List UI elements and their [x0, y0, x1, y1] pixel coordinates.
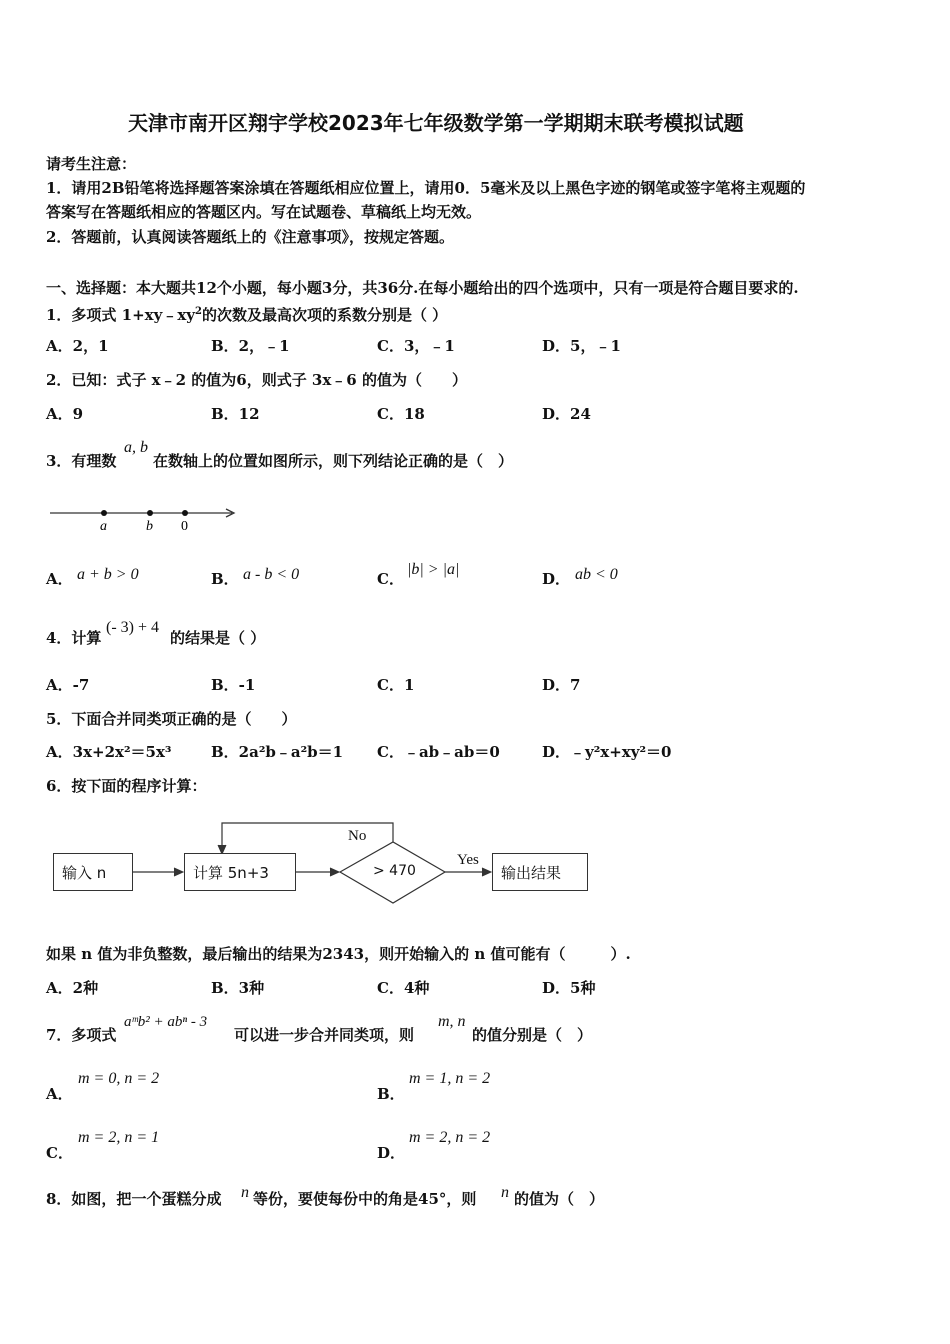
q8-stem-math2: n — [501, 1184, 509, 1201]
q7-option-b-math: m = 1, n = 2 — [409, 1070, 491, 1087]
q3-option-d-math: ab < 0 — [575, 566, 618, 583]
q2-option-d: D．24 — [542, 405, 591, 423]
q1-stem-b: 的次数及最高次项的系数分别是（ ） — [201, 306, 448, 324]
q6-stem: 6．按下面的程序计算： — [46, 777, 207, 795]
q5-option-b: B．2a²b﹣a²b＝1 — [211, 743, 344, 761]
point-zero-label: 0 — [181, 519, 188, 534]
q1-option-a: A．2，1 — [46, 337, 109, 355]
q4-stem-b: 的结果是（ ） — [170, 629, 266, 647]
q7-option-a-label: A． — [46, 1085, 73, 1103]
q1-option-d: D．5，﹣1 — [542, 337, 621, 355]
q7-option-d-label: D． — [377, 1144, 406, 1162]
q7-stem-b: 可以进一步合并同类项，则 — [234, 1026, 415, 1044]
q6-question: 如果 n 值为非负整数，最后输出的结果为2343，则开始输入的 n 值可能有（ ）. — [46, 945, 631, 963]
q5-option-c: C．﹣ab﹣ab＝0 — [377, 743, 500, 761]
q3-option-c-math: |b| > |a| — [407, 561, 460, 578]
q6-option-b: B．3种 — [211, 979, 265, 997]
q8-stem-a: 8．如图，把一个蛋糕分成 — [46, 1190, 222, 1208]
q3-option-b-math: a - b < 0 — [243, 566, 300, 583]
q7-option-c-math: m = 2, n = 1 — [78, 1129, 160, 1146]
q4-option-c: C．1 — [377, 676, 415, 694]
q4-option-d: D．7 — [542, 676, 581, 694]
point-zero — [182, 510, 188, 516]
q4-option-b: B．-1 — [211, 676, 256, 694]
q1-option-b: B．2，﹣1 — [211, 337, 290, 355]
q1-stem-sup: 2 — [194, 306, 202, 317]
q3-option-c-label: C． — [377, 570, 404, 588]
q3-stem-b: 在数轴上的位置如图所示，则下列结论正确的是（ ） — [153, 452, 514, 470]
arrow-head-1 — [174, 868, 183, 876]
q3-option-a-label: A． — [46, 570, 73, 588]
point-a-label: a — [100, 519, 107, 534]
q6-option-c: C．4种 — [377, 979, 430, 997]
number-line-figure — [46, 500, 246, 540]
q7-option-d-math: m = 2, n = 2 — [409, 1129, 491, 1146]
q3-option-a-math: a + b > 0 — [77, 566, 139, 583]
q5-option-d: D．﹣y²x+xy²＝0 — [542, 743, 672, 761]
notice-line-2: 2．答题前，认真阅读答题纸上的《注意事项》，按规定答题。 — [46, 228, 454, 246]
q5-stem: 5．下面合并同类项正确的是（ ） — [46, 710, 297, 728]
q7-option-b-label: B． — [377, 1085, 405, 1103]
q2-stem: 2．已知：式子 x﹣2 的值为6，则式子 3x﹣6 的值为（ ） — [46, 371, 467, 389]
q3-stem-math: a, b — [124, 439, 148, 456]
q8-stem-b: 等份，要使每份中的角是45°，则 — [253, 1190, 477, 1208]
q8-stem-c: 的值为（ ） — [514, 1190, 605, 1208]
q4-stem-math: (- 3) + 4 — [106, 619, 160, 636]
notice-heading: 请考生注意： — [46, 155, 137, 173]
flow-cond-label: > 470 — [373, 863, 416, 879]
q5-option-a: A．3x+2x²＝5x³ — [46, 743, 172, 761]
point-b-label: b — [146, 519, 153, 534]
point-a — [101, 510, 107, 516]
flow-input-box — [53, 853, 133, 891]
q7-option-a-math: m = 0, n = 2 — [78, 1070, 160, 1087]
q3-option-b-label: B． — [211, 570, 239, 588]
q6-option-a: A．2种 — [46, 979, 99, 997]
flow-calc-box — [184, 853, 296, 891]
notice-line-1b: 答案写在答题纸相应的答题区内。写在试题卷、草稿纸上均无效。 — [46, 203, 482, 221]
q7-stem-math2: m, n — [438, 1013, 466, 1030]
q8-stem-math: n — [241, 1184, 249, 1201]
q1-stem-a: 1．多项式 1+xy﹣xy — [46, 306, 195, 324]
q4-stem-a: 4．计算 — [46, 629, 102, 647]
loop-back-line — [222, 823, 393, 851]
q4-option-a: A．-7 — [46, 676, 90, 694]
q3-stem-a: 3．有理数 — [46, 452, 117, 470]
q7-stem-c: 的值分别是（ ） — [472, 1026, 593, 1044]
flow-input-label: 输入 n — [62, 863, 107, 882]
point-b — [147, 510, 153, 516]
q2-option-c: C．18 — [377, 405, 425, 423]
page-title: 天津市南开区翔宇学校2023年七年级数学第一学期期末联考模拟试题 — [128, 111, 744, 135]
q1-option-c: C．3，﹣1 — [377, 337, 455, 355]
flow-output-label: 输出结果 — [501, 863, 562, 882]
section-heading: 一、选择题：本大题共12个小题，每小题3分，共36分.在每小题给出的四个选项中，只有一项是符合题目要求的. — [46, 279, 799, 297]
flow-no-label: No — [348, 828, 367, 844]
q7-option-c-label: C． — [46, 1144, 73, 1162]
q2-option-b: B．12 — [211, 405, 260, 423]
flow-yes-label: Yes — [457, 852, 479, 868]
q7-stem-math: aᵐb² + abⁿ - 3 — [124, 1014, 208, 1030]
q6-option-d: D．5种 — [542, 979, 596, 997]
q7-stem-a: 7．多项式 — [46, 1026, 117, 1044]
arrow-head-3 — [482, 868, 491, 876]
q1-stem — [46, 303, 447, 324]
q3-option-d-label: D． — [542, 570, 571, 588]
flow-output-box — [492, 853, 588, 891]
notice-line-1: 1．请用2B铅笔将选择题答案涂填在答题纸相应位置上，请用0．5毫米及以上黑色字迹的钢笔或签字笔将主观题的 — [46, 179, 806, 197]
flow-calc-label: 计算 5n+3 — [193, 863, 269, 882]
q2-option-a: A．9 — [46, 405, 84, 423]
arrow-head-2 — [330, 868, 339, 876]
